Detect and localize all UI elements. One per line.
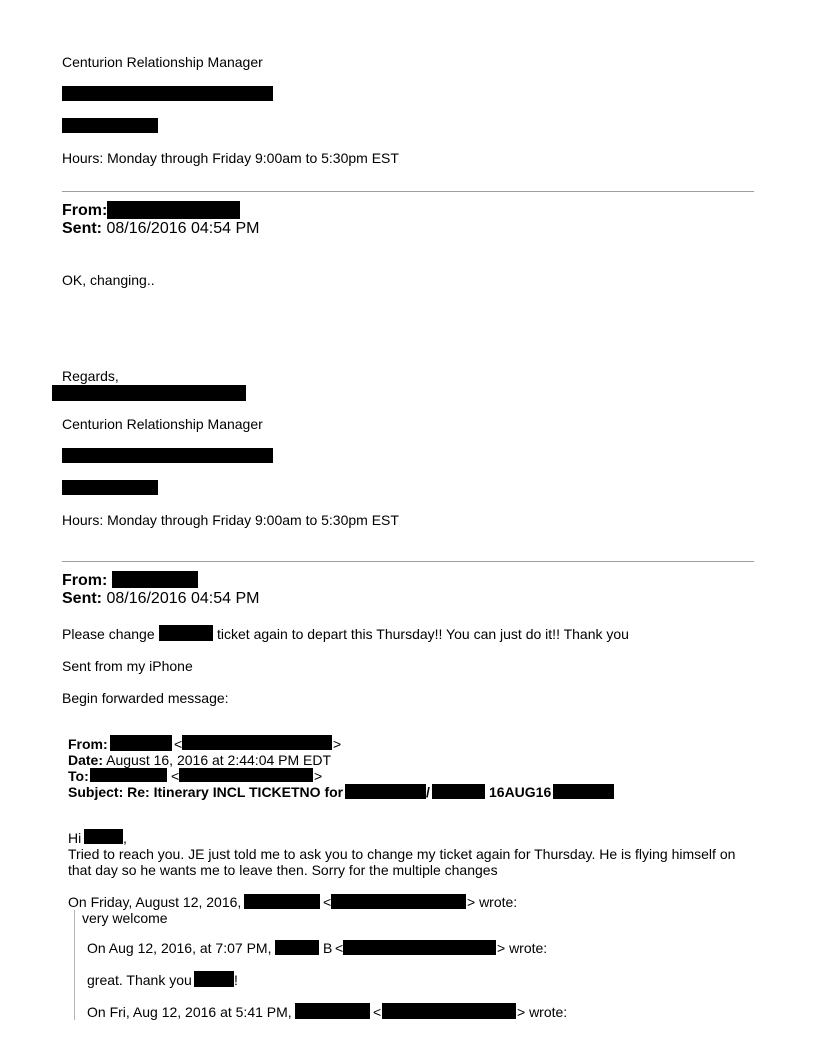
email-body: OK, changing.. [62, 272, 155, 288]
redaction-bar [62, 118, 158, 133]
greeting-comma: , [123, 830, 127, 846]
quote-body: very welcome [82, 910, 168, 926]
quote-intro: On Friday, August 12, 2016, [68, 894, 242, 910]
greeting: Hi [68, 830, 82, 846]
signature-hours: Hours: Monday through Friday 9:00am to 5:30pm EST [62, 150, 399, 166]
redaction-bar [194, 971, 234, 987]
redaction-bar [52, 385, 246, 401]
redaction-bar [244, 894, 320, 909]
angle-open: < [174, 736, 183, 752]
redaction-bar [382, 1003, 516, 1019]
fwd-from-label: From: [68, 736, 108, 752]
wrote-text: > wrote: [467, 894, 518, 910]
signature-title: Centurion Relationship Manager [62, 416, 263, 432]
redaction-bar [90, 768, 167, 782]
redaction-bar [112, 571, 198, 588]
email-body: Please change [62, 626, 155, 642]
fwd-subject-line: Subject: Re: Itinerary INCL TICKETNO for [68, 784, 344, 800]
subject-slash: / [426, 784, 430, 800]
sent-line: Sent: 08/16/2016 04:54 PM [62, 590, 260, 607]
angle-close: > [333, 736, 342, 752]
email-divider [62, 561, 754, 562]
wrote-text: > wrote: [517, 1004, 568, 1020]
redaction-bar [110, 735, 172, 751]
redaction-bar [295, 1003, 370, 1019]
forward-note: Begin forwarded message: [62, 690, 229, 706]
body-line: that day so he wants me to leave then. Sorry for the multiple changes [68, 862, 498, 878]
redaction-bar [62, 86, 273, 101]
redaction-bar [331, 894, 466, 909]
redaction-bar [179, 768, 313, 782]
redaction-bar [182, 735, 332, 750]
email-divider [62, 191, 754, 192]
angle-open: < [335, 940, 344, 956]
redaction-bar [159, 625, 213, 641]
email-signature: Sent from my iPhone [62, 658, 193, 674]
redaction-bar [84, 829, 123, 844]
fwd-to-label: To: [68, 768, 89, 784]
quote-intro: On Fri, Aug 12, 2016 at 5:41 PM, [87, 1004, 292, 1020]
signature-title: Centurion Relationship Manager [62, 54, 263, 70]
quote-intro: On Aug 12, 2016, at 7:07 PM, [87, 940, 272, 956]
quote-body: great. Thank you [87, 972, 192, 988]
subject-date: 16AUG16 [489, 784, 552, 800]
redaction-bar [343, 940, 496, 955]
redaction-bar [275, 940, 319, 955]
redaction-bar [107, 201, 240, 219]
redaction-bar [345, 784, 426, 799]
body-line: Tried to reach you. JE just told me to ask you to change my ticket again for Thursday. He is flying himself on [68, 846, 736, 862]
fwd-date-line: Date: August 16, 2016 at 2:44:04 PM EDT [68, 752, 332, 768]
angle-open: < [323, 894, 332, 910]
redaction-bar [432, 784, 485, 799]
angle-open: < [171, 768, 180, 784]
signature-hours: Hours: Monday through Friday 9:00am to 5:30pm EST [62, 512, 399, 528]
quote-initial: B [323, 940, 333, 956]
quote-body-end: ! [234, 972, 238, 988]
wrote-text: > wrote: [497, 940, 548, 956]
angle-close: > [314, 768, 323, 784]
email-body-continued: ticket again to depart this Thursday!! You can just do it!! Thank you [217, 626, 629, 642]
quote-bar [74, 910, 75, 1020]
angle-open: < [373, 1004, 382, 1020]
from-label: From: [62, 202, 108, 219]
redaction-bar [553, 784, 614, 799]
from-label: From: [62, 572, 108, 589]
redaction-bar [62, 448, 273, 463]
redaction-bar [62, 480, 158, 495]
regards-text: Regards, [62, 368, 119, 384]
sent-line: Sent: 08/16/2016 04:54 PM [62, 220, 260, 237]
